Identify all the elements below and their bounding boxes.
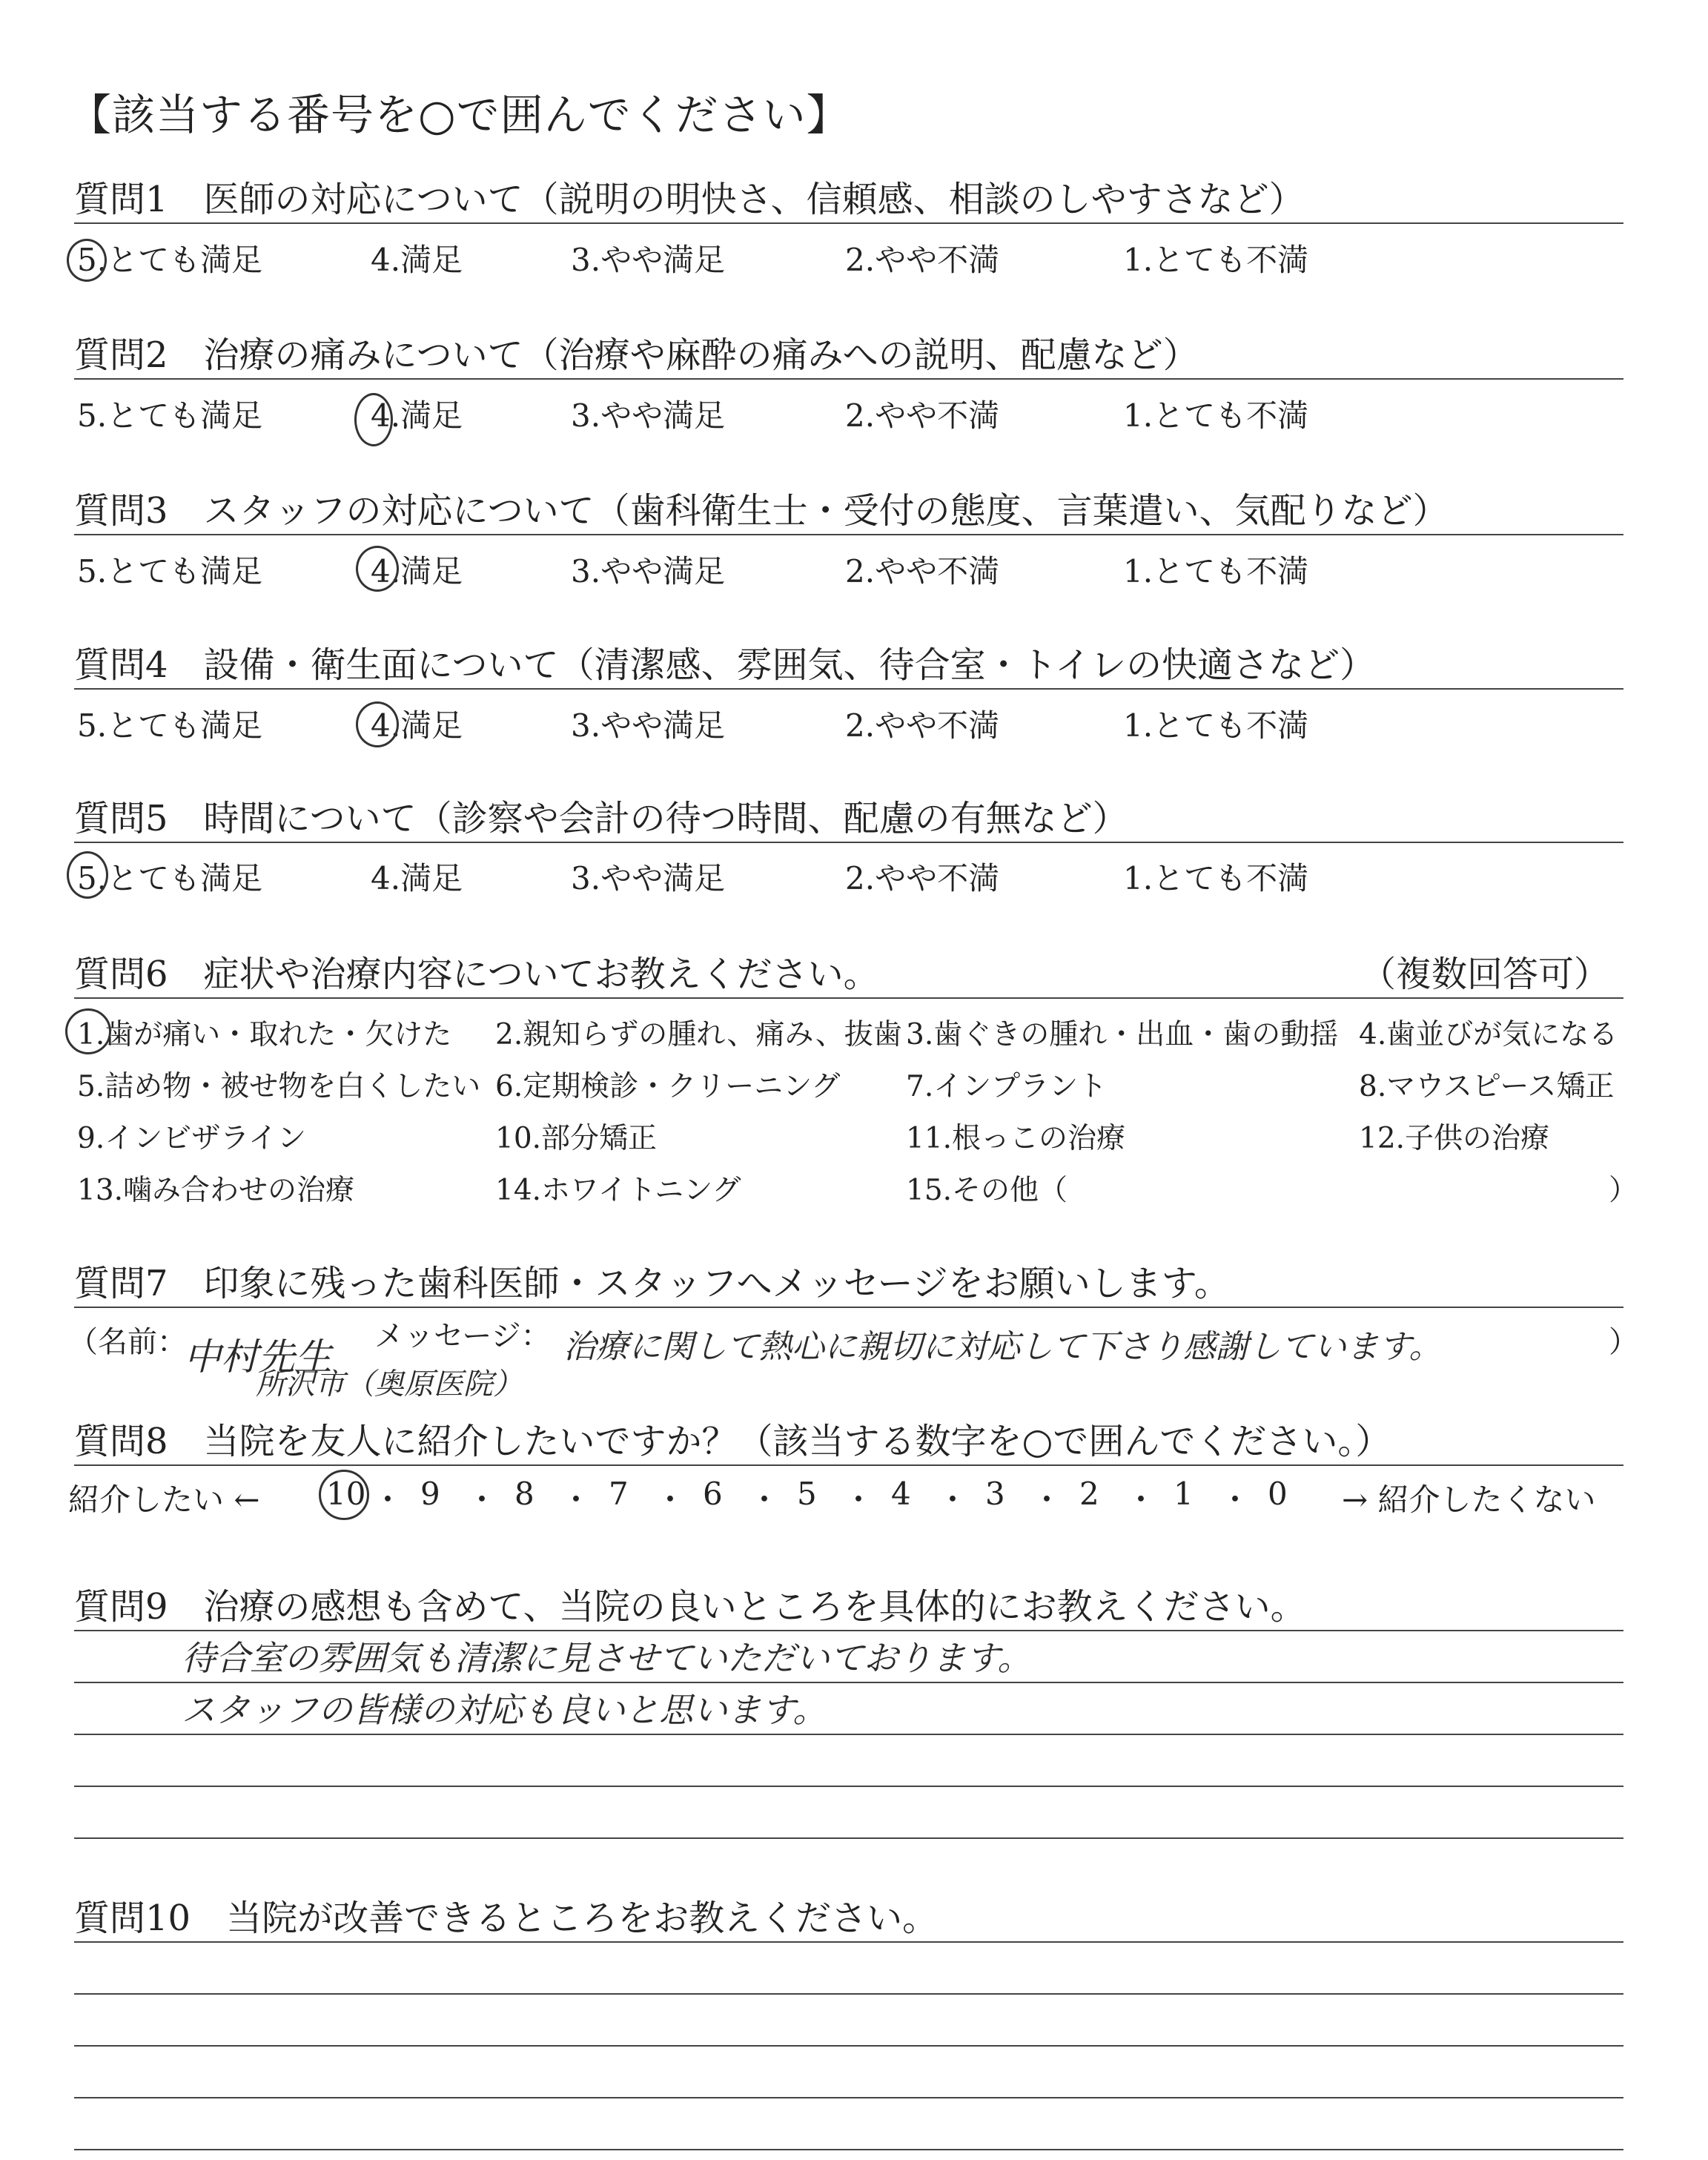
q5-title: 質問5 時間について（診察や会計の待つ時間、配慮の有無など） <box>74 798 1128 839</box>
q4-option-1[interactable]: 1.とても不満 <box>1123 707 1309 744</box>
q6-item-10[interactable]: 10.部分矯正 <box>495 1122 658 1155</box>
q7-message-label: メッセージ： <box>374 1319 551 1353</box>
q3-option-4[interactable]: 4.満足 <box>371 553 463 589</box>
q8-scale-separator: ・ <box>1125 1482 1157 1518</box>
q7-rule <box>74 1307 1623 1308</box>
q8-rule <box>74 1464 1623 1466</box>
q9-rule-4 <box>74 1786 1623 1787</box>
q10-title: 質問10 当院が改善できるところをお教えください。 <box>74 1898 939 1939</box>
q2-option-2[interactable]: 2.やや不満 <box>845 397 1000 434</box>
form-header: 【該当する番号を○で囲んでください】 <box>68 90 850 140</box>
q6-item-4[interactable]: 4.歯並びが気になる <box>1359 1018 1618 1051</box>
q5-option-1[interactable]: 1.とても不満 <box>1123 860 1309 896</box>
q5-selected-circle <box>67 851 108 899</box>
q7-name-value[interactable]: 中村先生 <box>184 1335 332 1378</box>
q8-scale-separator: ・ <box>749 1482 781 1518</box>
q8-scale-value-9[interactable]: 9 <box>420 1476 440 1512</box>
q5-option-5[interactable]: 5.とても満足 <box>77 860 263 896</box>
q7-close-paren: ） <box>1609 1325 1638 1359</box>
q8-scale-separator: ・ <box>1031 1482 1063 1518</box>
q1-option-1[interactable]: 1.とても不満 <box>1123 242 1309 278</box>
q4-title: 質問4 設備・衛生面について（清潔感、雰囲気、待合室・トイレの快適さなど） <box>74 644 1376 686</box>
q9-rule-5 <box>74 1837 1623 1839</box>
q9-answer-line-2[interactable]: スタッフの皆様の対応も良いと思います。 <box>182 1690 827 1730</box>
q5-option-4[interactable]: 4.満足 <box>371 860 463 896</box>
q5-option-3[interactable]: 3.やや満足 <box>571 860 726 896</box>
q6-item-8[interactable]: 8.マウスピース矯正 <box>1359 1070 1615 1103</box>
q6-item-5[interactable]: 5.詰め物・被せ物を白くしたい <box>77 1070 481 1103</box>
q1-option-5[interactable]: 5.とても満足 <box>77 242 263 278</box>
q4-option-3[interactable]: 3.やや満足 <box>571 707 726 744</box>
q8-scale-separator: ・ <box>655 1482 686 1518</box>
q3-option-1[interactable]: 1.とても不満 <box>1123 553 1309 589</box>
q6-item-7[interactable]: 7.インプラント <box>906 1070 1108 1103</box>
q6-item-11[interactable]: 11.根っこの治療 <box>906 1122 1126 1155</box>
q8-scale-value-3[interactable]: 3 <box>985 1476 1005 1512</box>
q8-scale-separator: ・ <box>937 1482 969 1518</box>
q10-rule-4 <box>74 2097 1623 2098</box>
q6-item-15[interactable]: 15.その他（ <box>906 1174 1068 1207</box>
q8-scale-value-0[interactable]: 0 <box>1268 1476 1288 1512</box>
q6-selected-circle <box>65 1008 111 1054</box>
q8-scale-value-7[interactable]: 7 <box>609 1476 629 1512</box>
q1-selected-circle <box>67 239 107 282</box>
q8-scale-separator: ・ <box>843 1482 875 1518</box>
q9-rule-3 <box>74 1734 1623 1735</box>
q8-scale-value-10[interactable]: 10 <box>326 1476 366 1512</box>
q7-title: 質問7 印象に残った歯科医師・スタッフへメッセージをお願いします。 <box>74 1263 1230 1304</box>
q8-selected-circle <box>319 1470 369 1520</box>
q6-item-14[interactable]: 14.ホワイトニング <box>495 1174 741 1207</box>
q6-item-9[interactable]: 9.インビザライン <box>77 1122 307 1155</box>
q3-option-2[interactable]: 2.やや不満 <box>845 553 1000 589</box>
q3-selected-circle <box>356 546 399 592</box>
q6-item-2[interactable]: 2.親知らずの腫れ、痛み、抜歯 <box>495 1018 902 1051</box>
q8-scale-separator: ・ <box>560 1482 592 1518</box>
q8-scale-value-5[interactable]: 5 <box>797 1476 817 1512</box>
q5-rule <box>74 842 1623 843</box>
q8-scale-value-4[interactable]: 4 <box>891 1476 911 1512</box>
q7-name-label: （名前： <box>68 1325 187 1359</box>
q2-option-5[interactable]: 5.とても満足 <box>77 397 263 434</box>
q6-item-6[interactable]: 6.定期検診・クリーニング <box>495 1070 841 1103</box>
q8-scale-separator: ・ <box>372 1482 404 1518</box>
q5-option-2[interactable]: 2.やや不満 <box>845 860 1000 896</box>
q8-right-label: → 紹介したくない <box>1342 1482 1596 1518</box>
q8-left-label: 紹介したい ← <box>68 1482 260 1518</box>
q4-option-2[interactable]: 2.やや不満 <box>845 707 1000 744</box>
q4-rule <box>74 688 1623 690</box>
q10-rule-1 <box>74 1941 1623 1943</box>
q6-item-12[interactable]: 12.子供の治療 <box>1359 1122 1550 1155</box>
q8-scale-value-1[interactable]: 1 <box>1174 1476 1194 1512</box>
q1-option-3[interactable]: 3.やや満足 <box>571 242 726 278</box>
q1-option-4[interactable]: 4.満足 <box>371 242 463 278</box>
q8-scale-value-2[interactable]: 2 <box>1079 1476 1099 1512</box>
q2-selected-circle <box>354 393 393 446</box>
q8-scale-value-8[interactable]: 8 <box>514 1476 534 1512</box>
q6-note: （複数回答可） <box>1360 954 1610 995</box>
q10-rule-3 <box>74 2045 1623 2047</box>
q8-title: 質問8 当院を友人に紹介したいですか？（該当する数字を○で囲んでください。） <box>74 1421 1391 1462</box>
q3-option-3[interactable]: 3.やや満足 <box>571 553 726 589</box>
q3-title: 質問3 スタッフの対応について（歯科衛生士・受付の態度、言葉遣い、気配りなど） <box>74 490 1449 532</box>
q1-title: 質問1 医師の対応について（説明の明快さ、信頼感、相談のしやすさなど） <box>74 179 1305 220</box>
q3-option-5[interactable]: 5.とても満足 <box>77 553 263 589</box>
q6-item-3[interactable]: 3.歯ぐきの腫れ・出血・歯の動揺 <box>906 1018 1339 1051</box>
q7-name-sub: 所沢市（奥原医院） <box>256 1367 523 1401</box>
q10-rule-2 <box>74 1993 1623 1995</box>
q4-option-5[interactable]: 5.とても満足 <box>77 707 263 744</box>
q8-scale-separator: ・ <box>1219 1482 1251 1518</box>
q2-option-1[interactable]: 1.とても不満 <box>1123 397 1309 434</box>
q3-rule <box>74 534 1623 535</box>
q6-item-13[interactable]: 13.噛み合わせの治療 <box>77 1174 355 1207</box>
q9-title: 質問9 治療の感想も含めて、当院の良いところを具体的にお教えください。 <box>74 1586 1306 1628</box>
q2-option-3[interactable]: 3.やや満足 <box>571 397 726 434</box>
q2-option-4[interactable]: 4.満足 <box>371 397 463 434</box>
q1-rule <box>74 222 1623 224</box>
q6-other-close-paren: ） <box>1609 1174 1638 1207</box>
q4-selected-circle <box>356 701 399 747</box>
q6-item-1[interactable]: 1.歯が痛い・取れた・欠けた <box>77 1018 452 1051</box>
q8-scale-separator: ・ <box>466 1482 498 1518</box>
q7-message-value[interactable]: 治療に関して熱心に親切に対応して下さり感謝しています。 <box>563 1328 1442 1366</box>
q2-title: 質問2 治療の痛みについて（治療や麻酔の痛みへの説明、配慮など） <box>74 334 1199 376</box>
q1-option-2[interactable]: 2.やや不満 <box>845 242 1000 278</box>
q2-rule <box>74 378 1623 380</box>
q10-rule-5 <box>74 2149 1623 2150</box>
q6-rule <box>74 997 1623 999</box>
q4-option-4[interactable]: 4.満足 <box>371 707 463 744</box>
q9-answer-line-1[interactable]: 待合室の雰囲気も清潔に見させていただいております。 <box>182 1638 1032 1678</box>
q6-title: 質問6 症状や治療内容についてお教えください。 <box>74 954 879 995</box>
q8-scale-value-6[interactable]: 6 <box>703 1476 723 1512</box>
